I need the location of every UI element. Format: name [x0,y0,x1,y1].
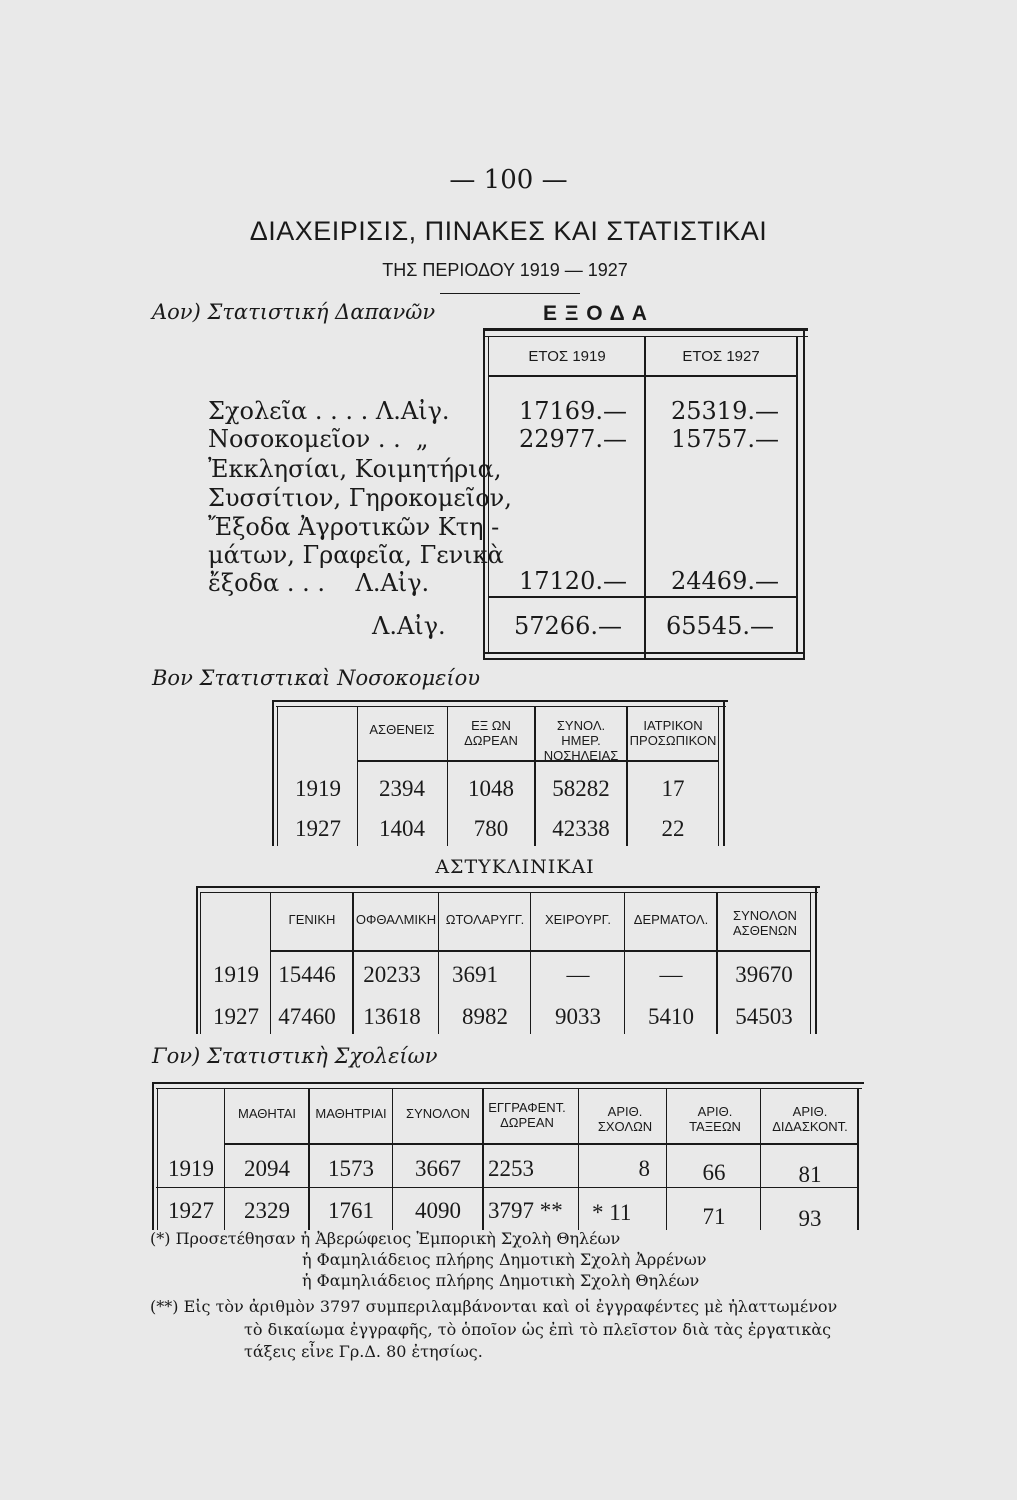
year-label: 1919 [295,776,341,801]
school-cell: 1573 [328,1156,374,1181]
year-label: 1927 [213,1004,259,1029]
clinic-header: ΓΕΝΙΚΗ [288,912,336,927]
hosp-cell: 2394 [379,776,425,801]
clinic-cell: 13618 [363,1004,421,1029]
expense-label: Ἔξοδα Ἀγροτικῶν Κτη - [208,513,500,541]
clinic-cell: 8982 [462,1004,508,1029]
footnote-line: τὸ δικαίωμα ἐγγραφῆς, τὸ ὁποῖον ὡς ἐπὶ τὸ πλεῖστον διὰ τὰς ἐργατικὰς [244,1320,832,1339]
hosp-cell: 1404 [379,816,425,841]
section-b-heading: Βον Στατιστικαὶ Νοσοκομείου [152,666,481,690]
clinic-cell: 15446 [278,962,336,987]
school-header: ΑΡΙΘ. ΤΑΞΕΩΝ [689,1104,741,1134]
school-header: ΑΡΙΘ. ΔΙΔΑΣΚΟΝΤ. [772,1104,848,1134]
clinic-cell: 5410 [648,1004,694,1029]
school-cell: 3667 [415,1156,461,1181]
subtitle-underline [440,293,580,294]
expense-value-1919: 17169.— [519,397,627,425]
hosp-header: ΑΣΘΕΝΕΙΣ [369,722,435,737]
hosp-cell: 58282 [552,776,610,801]
clinic-cell: 54503 [735,1004,793,1029]
school-header: ΣΥΝΟΛΟΝ [406,1106,470,1121]
total-1919: 57266.— [514,612,622,640]
hosp-header: ΙΑΤΡΙΚΟΝ ΠΡΟΣΩΠΙΚΟΝ [629,718,717,748]
page-title: ΔΙΑΧΕΙΡΙΣΙΣ, ΠΙΝΑΚΕΣ ΚΑΙ ΣΤΑΤΙΣΤΙΚΑΙ [249,216,768,246]
year-label: 1919 [168,1156,214,1181]
year-label: 1927 [168,1198,214,1223]
expense-value-1927: 24469.— [671,567,779,595]
footnote-line: ἡ Φαμηλιάδειος πλήρης Δημοτικὴ Σχολὴ Θηλέων [302,1271,700,1290]
school-cell: 4090 [415,1198,461,1223]
school-cell: 1761 [328,1198,374,1223]
expense-value-1919: 17120.— [519,567,627,595]
hosp-header: ΕΞ ΩΝ ΔΩΡΕΑΝ [464,718,518,748]
clinic-cell: — [566,962,590,987]
clinic-header: ΟΦΘΑΛΜΙΚΗ [355,912,437,927]
year-label: 1927 [295,816,341,841]
expense-label: Νοσοκομεῖον . . „ [208,425,429,453]
clinic-header: ΔΕΡΜΑΤΟΛ. [633,912,709,927]
year-label: 1919 [213,962,259,987]
expense-value-1927: 25319.— [671,397,779,425]
hosp-cell: 22 [661,816,685,841]
hosp-cell: 1048 [468,776,514,801]
hosp-cell: 780 [473,816,509,841]
expense-label: ἔξοδα . . . Λ.Αἰγ. [208,569,430,597]
school-header: ΕΓΓΡΑΦΕΝΤ. ΔΩΡΕΑΝ [488,1100,566,1130]
school-cell: 2253 [488,1156,534,1181]
expense-label: μάτων, Γραφεῖα, Γενικὰ [208,541,504,569]
clinic-header: ΧΕΙΡΟΥΡΓ. [544,912,611,927]
hosp-cell: 17 [661,776,685,801]
school-cell: 66 [702,1160,726,1185]
school-cell: * 11 [592,1200,632,1225]
section-a-heading: Αον) Στατιστική Δαπανῶν [152,300,436,324]
footnote-line: (**) Εἰς τὸν ἀριθμὸν 3797 συμπεριλαμβάνονται καὶ οἱ ἐγγραφέντες μὲ ἠλαττωμένον [150,1297,838,1316]
expense-label: Συσσίτιον, Γηροκομεῖον, [208,484,512,512]
clinic-cell: — [659,962,683,987]
clinic-header: ΣΥΝΟΛΟΝ ΑΣΘΕΝΩΝ [733,908,797,938]
hosp-cell: 42338 [552,816,610,841]
col-header-1919: ΕΤΟΣ 1919 [528,348,606,365]
footnote-line: τάξεις εἶνε Γρ.Δ. 80 ἐτησίως. [244,1342,483,1361]
expense-label: Ἐκκλησίαι, Κοιμητήρια, [208,455,502,483]
page-number: — 100 — [449,165,568,195]
footnote-line: (*) Προσετέθησαν ἡ Ἀβερώφειος Ἐμπορικὴ Σχολὴ Θηλέων [150,1229,621,1248]
total-1927: 65545.— [666,612,774,640]
col-header-1927: ΕΤΟΣ 1927 [682,348,760,365]
clinic-cell: 39670 [735,962,793,987]
school-cell: 8 [638,1156,650,1181]
page-subtitle: ΤΗΣ ΠΕΡΙΟΔΟΥ 1919 — 1927 [382,260,628,280]
expense-value-1919: 22977.— [519,425,627,453]
astykliniki-heading: ΑΣΤΥΚΛΙΝΙΚΑΙ [435,856,595,878]
clinic-cell: 20233 [363,962,421,987]
school-cell: 93 [798,1206,822,1231]
expense-label: Σχολεῖα . . . . Λ.Αἰγ. [208,397,450,425]
school-cell: 2329 [244,1198,290,1223]
school-cell: 2094 [244,1156,290,1181]
footnote-line: ἡ Φαμηλιάδειος πλήρης Δημοτικὴ Σχολὴ Ἀρρένων [302,1250,707,1269]
expense-value-1927: 15757.— [671,425,779,453]
school-cell: 81 [798,1162,822,1187]
exoda-heading: Ε Ξ Ο Δ Α [543,302,648,325]
section-c-heading: Γον) Στατιστικὴ Σχολείων [152,1044,438,1068]
total-label: Λ.Αἰγ. [372,612,446,640]
school-header: ΑΡΙΘ. ΣΧΟΛΩΝ [597,1104,653,1134]
school-header: ΜΑΘΗΤΡΙΑΙ [315,1106,387,1121]
school-header: ΜΑΘΗΤΑΙ [238,1106,296,1121]
clinic-header: ΩΤΟΛΑΡΥΓΓ. [445,912,525,927]
school-cell: 71 [702,1204,726,1229]
school-cell: 3797 ** [488,1198,563,1223]
hosp-header: ΣΥΝΟΛ. ΗΜΕΡ. ΝΟΣΗΛΕΙΑΣ [543,718,619,763]
clinic-cell: 47460 [278,1004,336,1029]
clinic-cell: 3691 [452,962,498,987]
clinic-cell: 9033 [555,1004,601,1029]
